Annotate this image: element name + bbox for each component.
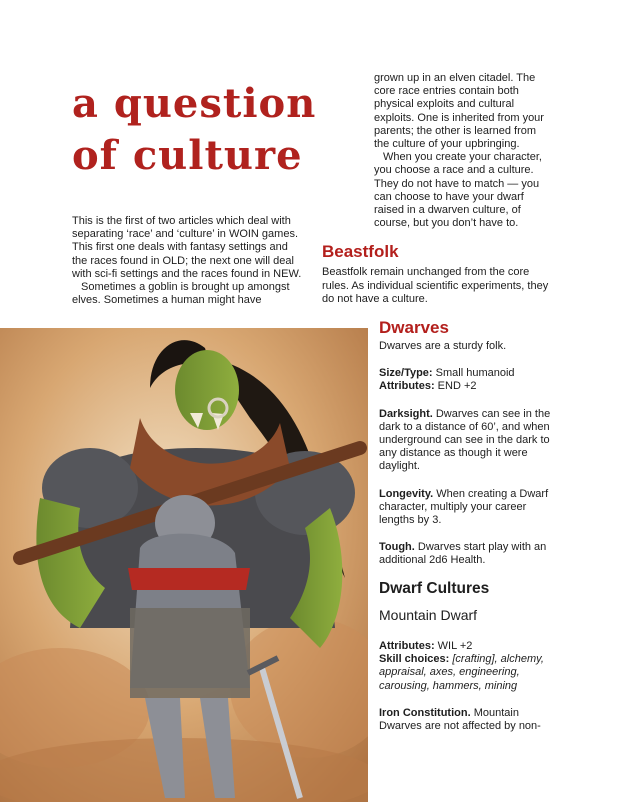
size-type-value: Small humanoid: [435, 367, 515, 380]
culture-attributes-label: Attributes:: [379, 640, 435, 653]
skill-choices-value: [crafting], alchemy, appraisal, axes, engineering, carousing, hammers, mining: [379, 653, 544, 692]
iron-constitution-text: Mountain Dwarves are not affected by non-: [379, 706, 541, 733]
title-line-2: of culture: [72, 132, 303, 179]
dwarves-intro: Dwarves are a sturdy folk.: [379, 340, 507, 352]
darksight-entry: [379, 408, 559, 474]
darksight-label: Darksight.: [379, 407, 433, 420]
longevity-label: Longevity.: [379, 487, 434, 500]
longevity-entry: [379, 488, 559, 528]
intro-paragraph-1: This is the first of two articles which deal with separating ‘race’ and ‘culture’ in WOIN games. This first one deals with fantasy settings and the races found in OLD; the next one will deal with sci-fi settings and the races found in NEW.: [72, 215, 302, 280]
dwarf-attributes-label: Attributes:: [379, 380, 435, 393]
dwarf-cultures-heading: Dwarf Cultures: [379, 579, 490, 597]
article-title: [72, 78, 362, 182]
darksight-text: Dwarves can see in the dark to a distance of 60’, and when underground can see in the dark to any distance as though it were daylight.: [379, 407, 551, 473]
dwarves-column: [379, 318, 559, 747]
size-type-line: [379, 367, 559, 380]
dwarf-attributes-line: [379, 380, 559, 393]
skill-choices-line: [379, 653, 559, 693]
title-line-1: a question: [72, 80, 317, 127]
dwarves-heading: Dwarves: [379, 318, 449, 337]
col2-paragraph-1: grown up in an elven citadel. The core race entries contain both physical exploits and cultural exploits. One is inherited from your parents; the other is learned from the culture of your upbringing.: [374, 72, 544, 151]
beastfolk-heading: Beastfolk: [322, 242, 399, 262]
longevity-text: When creating a Dwarf character, multiply your career lengths by 3.: [379, 487, 549, 527]
second-column: [322, 72, 554, 306]
intro-column: [72, 215, 304, 307]
skill-choices-label: Skill choices:: [379, 653, 450, 666]
illustration-svg: [0, 328, 368, 802]
col2-upper: [322, 72, 554, 230]
col2-paragraph-2: When you create your character, you choose a race and a culture. They do not have to match — you can choose to have your dwarf raised in a dwarven culture, of course, but you don’t have to.: [374, 151, 542, 230]
iron-constitution-label: Iron Constitution.: [379, 706, 471, 719]
culture-attributes-value: WIL +2: [437, 640, 473, 653]
intro-paragraph-2: Sometimes a goblin is brought up amongst elves. Sometimes a human might have: [72, 281, 290, 307]
orc-warrior-illustration: [0, 328, 368, 802]
beastfolk-text: Beastfolk remain unchanged from the core rules. As individual scientific experiments, they do not have a culture.: [322, 266, 549, 305]
dwarf-attributes-value: END +2: [437, 380, 477, 393]
tough-entry: [379, 541, 559, 567]
tough-text: Dwarves start play with an additional 2d6 Health.: [379, 541, 547, 567]
iron-constitution-entry: [379, 707, 559, 733]
culture-attributes-line: [379, 640, 559, 653]
tough-label: Tough.: [379, 541, 415, 554]
size-type-label: Size/Type:: [379, 367, 433, 380]
mountain-dwarf-subheading: Mountain Dwarf: [379, 606, 478, 623]
